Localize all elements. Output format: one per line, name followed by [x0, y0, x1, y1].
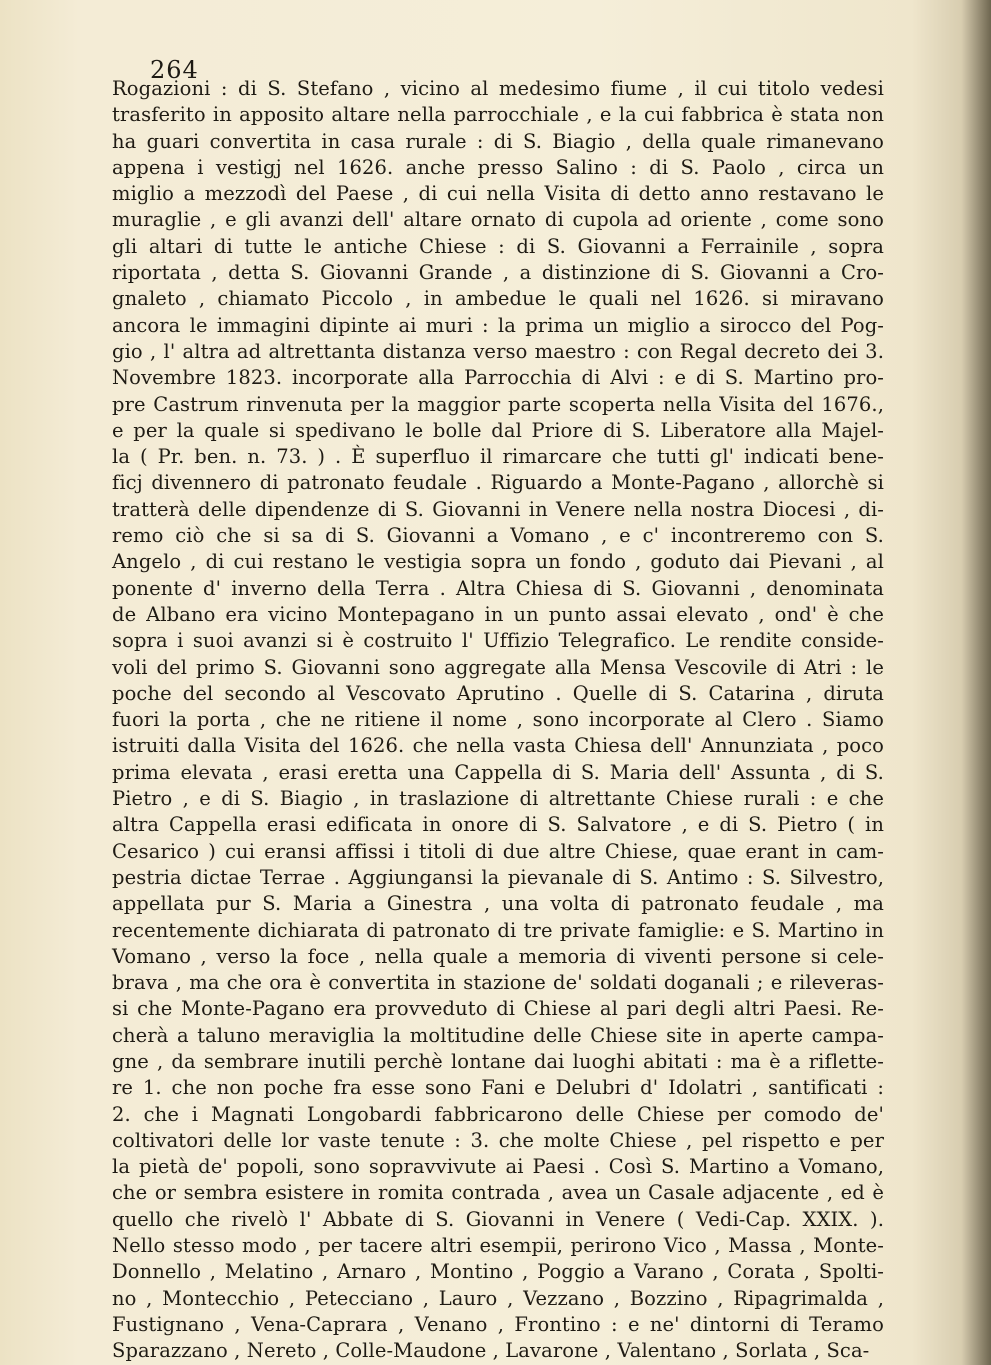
text-line: gio , l' altra ad altrettanta distanza verso maestro : con Regal decreto dei 3.: [112, 339, 884, 363]
text-line: prima elevata , erasi eretta una Cappella di S. Maria dell' Assunta , di S.: [112, 760, 884, 784]
text-line: voli del primo S. Giovanni sono aggregate alla Mensa Vescovile di Atri : le: [112, 655, 884, 679]
text-line: riportata , detta S. Giovanni Grande , a distinzione di S. Giovanni a Cro-: [112, 261, 884, 285]
text-line: Pietro , e di S. Biagio , in traslazione di altrettante Chiese rurali : e che: [112, 787, 884, 811]
text-line: remo ciò che si sa di S. Giovanni a Vomano , e c' incontreremo con S.: [112, 524, 884, 548]
text-line: pre Castrum rinvenuta per la maggior parte scoperta nella Visita del 1676.,: [112, 392, 884, 416]
text-line: ancora le immagini dipinte ai muri : la prima un miglio a sirocco del Pog-: [112, 313, 884, 337]
text-line: appellata pur S. Maria a Ginestra , una volta di patronato feudale , ma: [112, 892, 884, 916]
text-line: la ( Pr. ben. n. 73. ) . È superfluo il rimarcare che tutti gl' indicati bene-: [112, 445, 884, 469]
text-line: de Albano era vicino Montepagano in un punto assai elevato , ond' è che: [112, 602, 884, 626]
page-number: 264: [150, 56, 199, 84]
text-line: recentemente dichiarata di patronato di tre private famiglie: e S. Martino in: [112, 918, 884, 942]
text-line: poche del secondo al Vescovato Aprutino . Quelle di S. Catarina , diruta: [112, 681, 884, 705]
text-line: che or sembra esistere in romita contrada , avea un Casale adjacente , ed è: [112, 1181, 884, 1205]
text-line: appena i vestigj nel 1626. anche presso Salino : di S. Paolo , circa un: [112, 155, 884, 179]
text-line: pestria dictae Terrae . Aggiungansi la pievanale di S. Antimo : S. Silvestro,: [112, 865, 884, 889]
text-line: 2. che i Magnati Longobardi fabbricarono delle Chiese per comodo de': [112, 1102, 884, 1126]
text-line: altra Cappella erasi edificata in onore di S. Salvatore , e di S. Pietro ( in: [112, 813, 884, 837]
text-line: gne , da sembrare inutili perchè lontane dai luoghi abitati : ma è a riflette-: [112, 1049, 884, 1073]
text-line: Sparazzano , Nereto , Colle-Maudone , Lavarone , Valentano , Sorlata , Sca-: [112, 1339, 870, 1363]
text-line: sopra i suoi avanzi si è costruito l' Uffizio Telegrafico. Le rendite conside-: [112, 629, 884, 653]
text-line: ficj divennero di patronato feudale . Riguardo a Monte-Pagano , allorchè si: [112, 471, 884, 495]
text-line: istruiti dalla Visita del 1626. che nella vasta Chiesa dell' Annunziata , poco: [112, 734, 884, 758]
text-line: gnaleto , chiamato Piccolo , in ambedue le quali nel 1626. si miravano: [112, 287, 884, 311]
text-line: la pietà de' popoli, sono sopravvivute ai Paesi . Così S. Martino a Vomano,: [112, 1155, 884, 1179]
text-line: Novembre 1823. incorporate alla Parrocchia di Alvi : e di S. Martino pro-: [112, 366, 884, 390]
text-line: gli altari di tutte le antiche Chiese : di S. Giovanni a Ferrainile , sopra: [112, 234, 884, 258]
text-line: Donnello , Melatino , Arnaro , Montino , Poggio a Varano , Corata , Spolti-: [112, 1260, 884, 1284]
text-line: Rogazioni : di S. Stefano , vicino al medesimo fiume , il cui titolo vedesi: [112, 77, 884, 100]
text-line: Angelo , di cui restano le vestigia sopra un fondo , goduto dai Pievani , al: [112, 550, 884, 574]
text-line: quello che rivelò l' Abbate di S. Giovanni in Venere ( Vedi-Cap. XXIX. ).: [112, 1207, 884, 1231]
text-line: muraglie , e gli avanzi dell' altare ornato di cupola ad oriente , come sono: [112, 208, 884, 232]
text-line: no , Montecchio , Petecciano , Lauro , Vezzano , Bozzino , Ripagrimalda ,: [112, 1286, 884, 1310]
text-line: Vomano , verso la foce , nella quale a memoria di viventi persone si cele-: [112, 944, 884, 968]
text-line: tratterà delle dipendenze di S. Giovanni in Venere nella nostra Diocesi , di-: [112, 497, 884, 521]
text-line: miglio a mezzodì del Paese , di cui nella Visita di detto anno restavano le: [112, 182, 884, 206]
text-line: cherà a taluno meraviglia la moltitudine delle Chiese site in aperte campa-: [112, 1023, 884, 1047]
text-line: Fustignano , Vena-Caprara , Venano , Frontino : e ne' dintorni di Teramo: [112, 1312, 884, 1336]
text-line: Cesarico ) cui eransi affissi i titoli di due altre Chiese, quae erant in cam-: [112, 839, 884, 863]
text-line: fuori la porta , che ne ritiene il nome , sono incorporate al Clero . Siamo: [112, 708, 884, 732]
text-line: ponente d' inverno della Terra . Altra Chiesa di S. Giovanni , denominata: [112, 576, 884, 600]
text-line: re 1. che non poche fra esse sono Fani e Delubri d' Idolatri , santificati :: [112, 1076, 884, 1100]
body-text: [112, 76, 884, 1365]
text-line: si che Monte-Pagano era provveduto di Chiese al pari degli altri Paesi. Re-: [112, 997, 884, 1021]
text-line: coltivatori delle lor vaste tenute : 3. che molte Chiese , pel rispetto e per: [112, 1128, 884, 1152]
text-line: brava , ma che ora è convertita in stazione de' soldati doganali ; e rileveras-: [112, 971, 884, 995]
text-line: e per la quale si spedivano le bolle dal Priore di S. Liberatore alla Majel-: [112, 418, 884, 442]
text-line: trasferito in apposito altare nella parrocchiale , e la cui fabbrica è stata non: [112, 103, 884, 127]
text-line: Nello stesso modo , per tacere altri esempii, perirono Vico , Massa , Monte-: [112, 1234, 884, 1258]
text-line: ha guari convertita in casa rurale : di S. Biagio , della quale rimanevano: [112, 129, 884, 153]
